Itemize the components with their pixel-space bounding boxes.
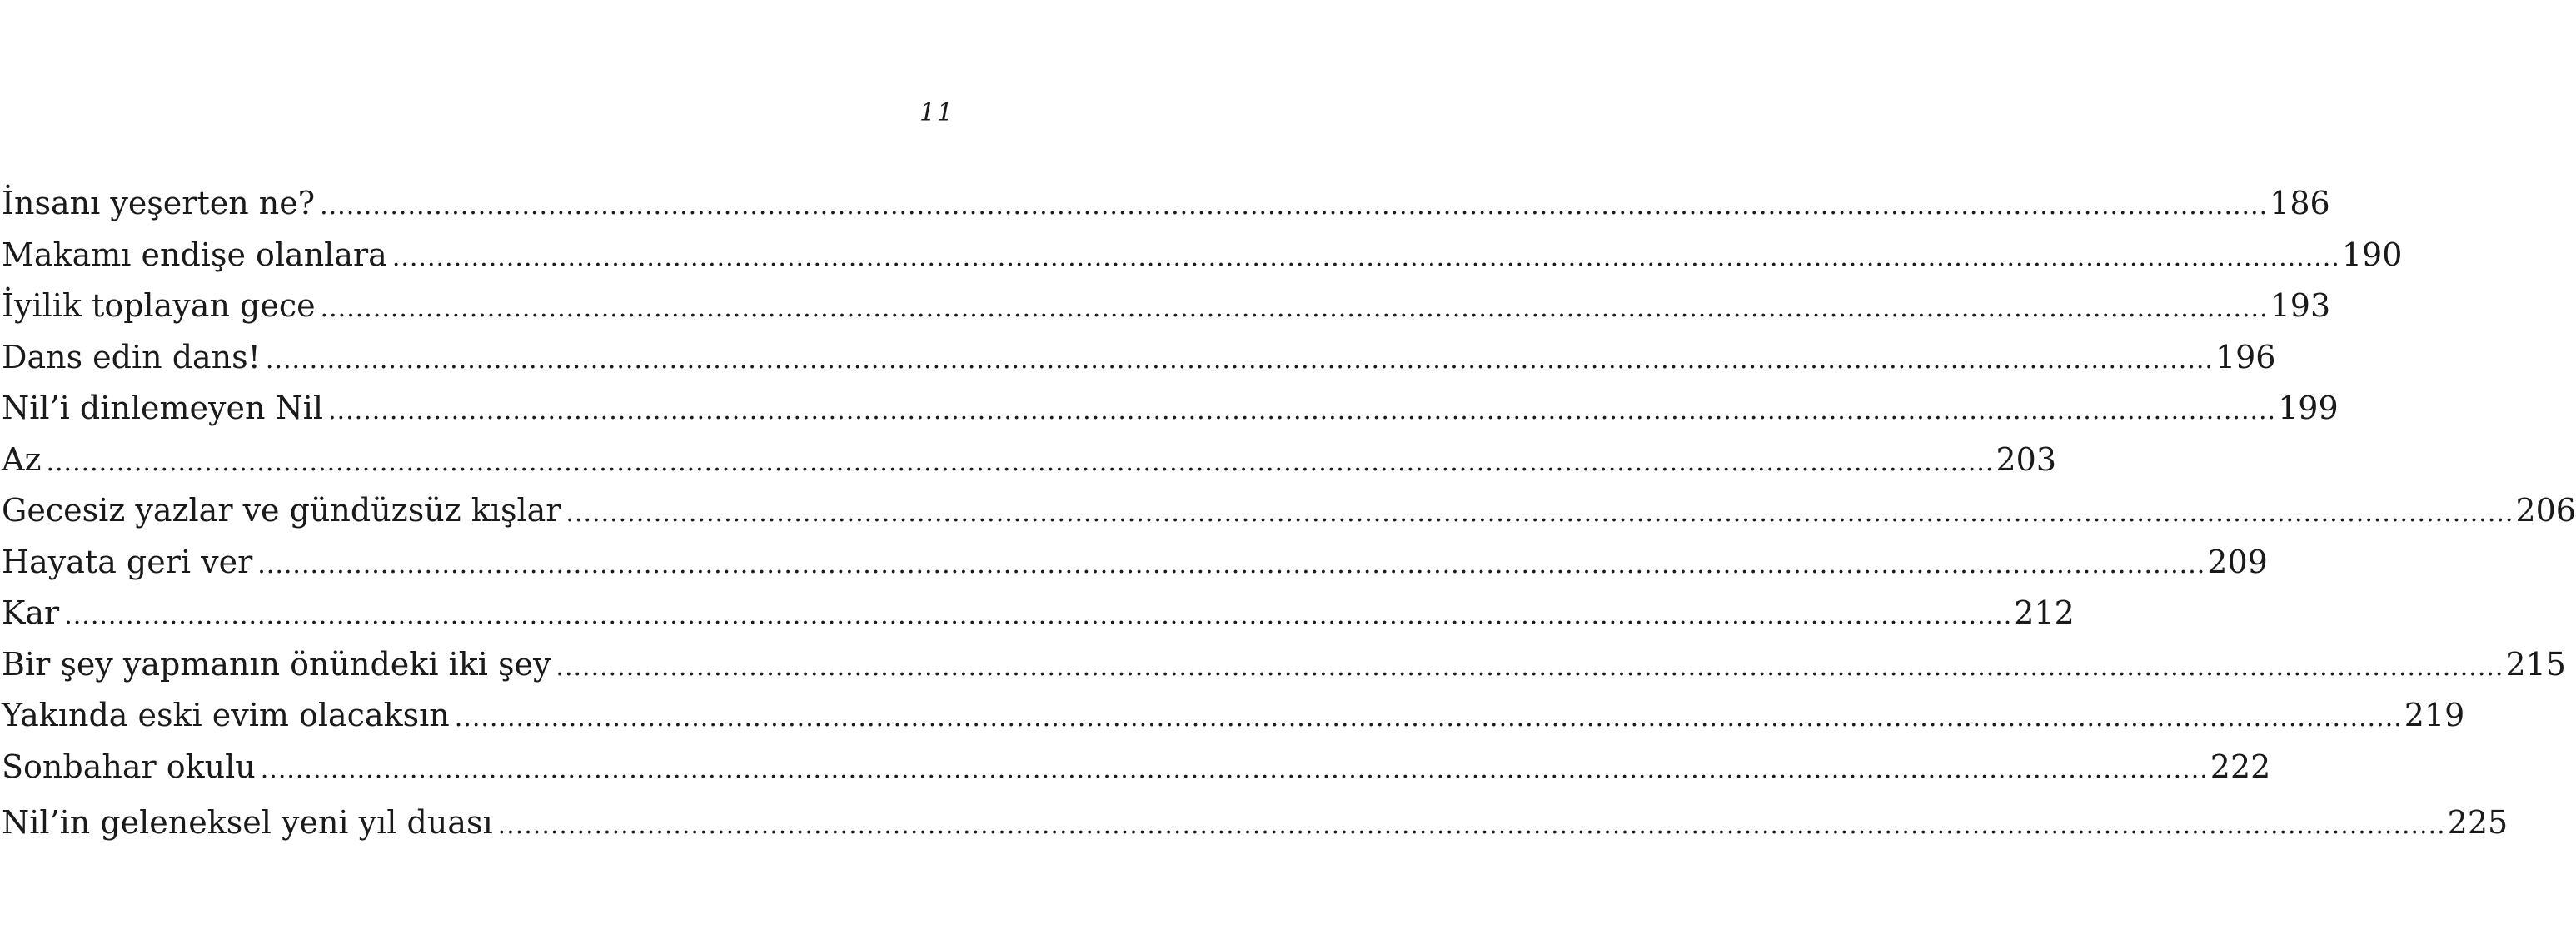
toc-entry-page: 196 xyxy=(2215,338,2276,375)
table-of-contents xyxy=(2,185,2576,856)
toc-dot-leader xyxy=(321,291,2269,327)
toc-entry xyxy=(2,390,2339,441)
toc-dot-leader xyxy=(46,445,1994,481)
toc-entry-title: Makamı endişe olanlara xyxy=(2,236,387,273)
toc-entry xyxy=(2,185,2330,236)
toc-dot-leader xyxy=(566,495,2514,532)
toc-dot-leader xyxy=(320,188,2268,225)
toc-entry-page: 203 xyxy=(1996,440,2057,478)
toc-dot-leader xyxy=(261,752,2209,788)
toc-entry-page: 215 xyxy=(2505,645,2566,683)
toc-entry-title: Bir şey yapmanın önündeki iki şey xyxy=(2,645,551,683)
toc-entry-page: 219 xyxy=(2404,697,2465,733)
toc-dot-leader xyxy=(455,700,2403,737)
toc-entry xyxy=(2,748,2271,800)
toc-entry-title: İyilik toplayan gece xyxy=(2,287,316,324)
toc-entry-title: Sonbahar okulu xyxy=(2,748,256,785)
toc-entry xyxy=(2,543,2268,595)
toc-entry-page: 199 xyxy=(2278,390,2339,426)
toc-entry-page: 190 xyxy=(2341,236,2403,273)
toc-entry xyxy=(2,236,2403,288)
toc-entry-page: 225 xyxy=(2447,804,2509,841)
toc-entry xyxy=(2,492,2576,544)
toc-entry-title: Kar xyxy=(2,594,60,631)
toc-entry-title: Nil’i dinlemeyen Nil xyxy=(2,390,324,426)
page-number: 11 xyxy=(919,98,955,127)
toc-entry-page: 222 xyxy=(2210,748,2271,785)
toc-entry-page: 193 xyxy=(2270,287,2331,324)
toc-entry-title: İnsanı yeşerten ne? xyxy=(2,185,316,221)
toc-entry xyxy=(2,645,2566,698)
toc-entry-page: 209 xyxy=(2207,543,2268,580)
toc-entry xyxy=(2,338,2276,390)
toc-entry-page: 212 xyxy=(2014,594,2075,631)
toc-entry xyxy=(2,697,2465,748)
toc-entry xyxy=(2,594,2075,646)
toc-entry xyxy=(2,440,2057,493)
toc-dot-leader xyxy=(266,342,2214,379)
toc-entry xyxy=(2,287,2331,339)
toc-dot-leader xyxy=(257,547,2205,584)
toc-dot-leader xyxy=(328,393,2276,430)
toc-dot-leader xyxy=(498,807,2446,844)
toc-entry-page: 206 xyxy=(2515,492,2576,529)
toc-dot-leader xyxy=(556,649,2504,686)
toc-entry-title: Nil’in geleneksel yeni yıl duası xyxy=(2,804,493,841)
toc-dot-leader xyxy=(64,598,2012,634)
toc-entry xyxy=(2,804,2509,856)
toc-entry-title: Yakında eski evim olacaksın xyxy=(2,697,450,733)
toc-entry-title: Dans edin dans! xyxy=(2,338,261,375)
toc-dot-leader xyxy=(392,240,2340,276)
toc-entry-title: Gecesiz yazlar ve gündüzsüz kışlar xyxy=(2,492,561,529)
toc-entry-title: Az xyxy=(2,440,42,478)
toc-entry-title: Hayata geri ver xyxy=(2,543,253,580)
toc-entry-page: 186 xyxy=(2270,185,2330,221)
